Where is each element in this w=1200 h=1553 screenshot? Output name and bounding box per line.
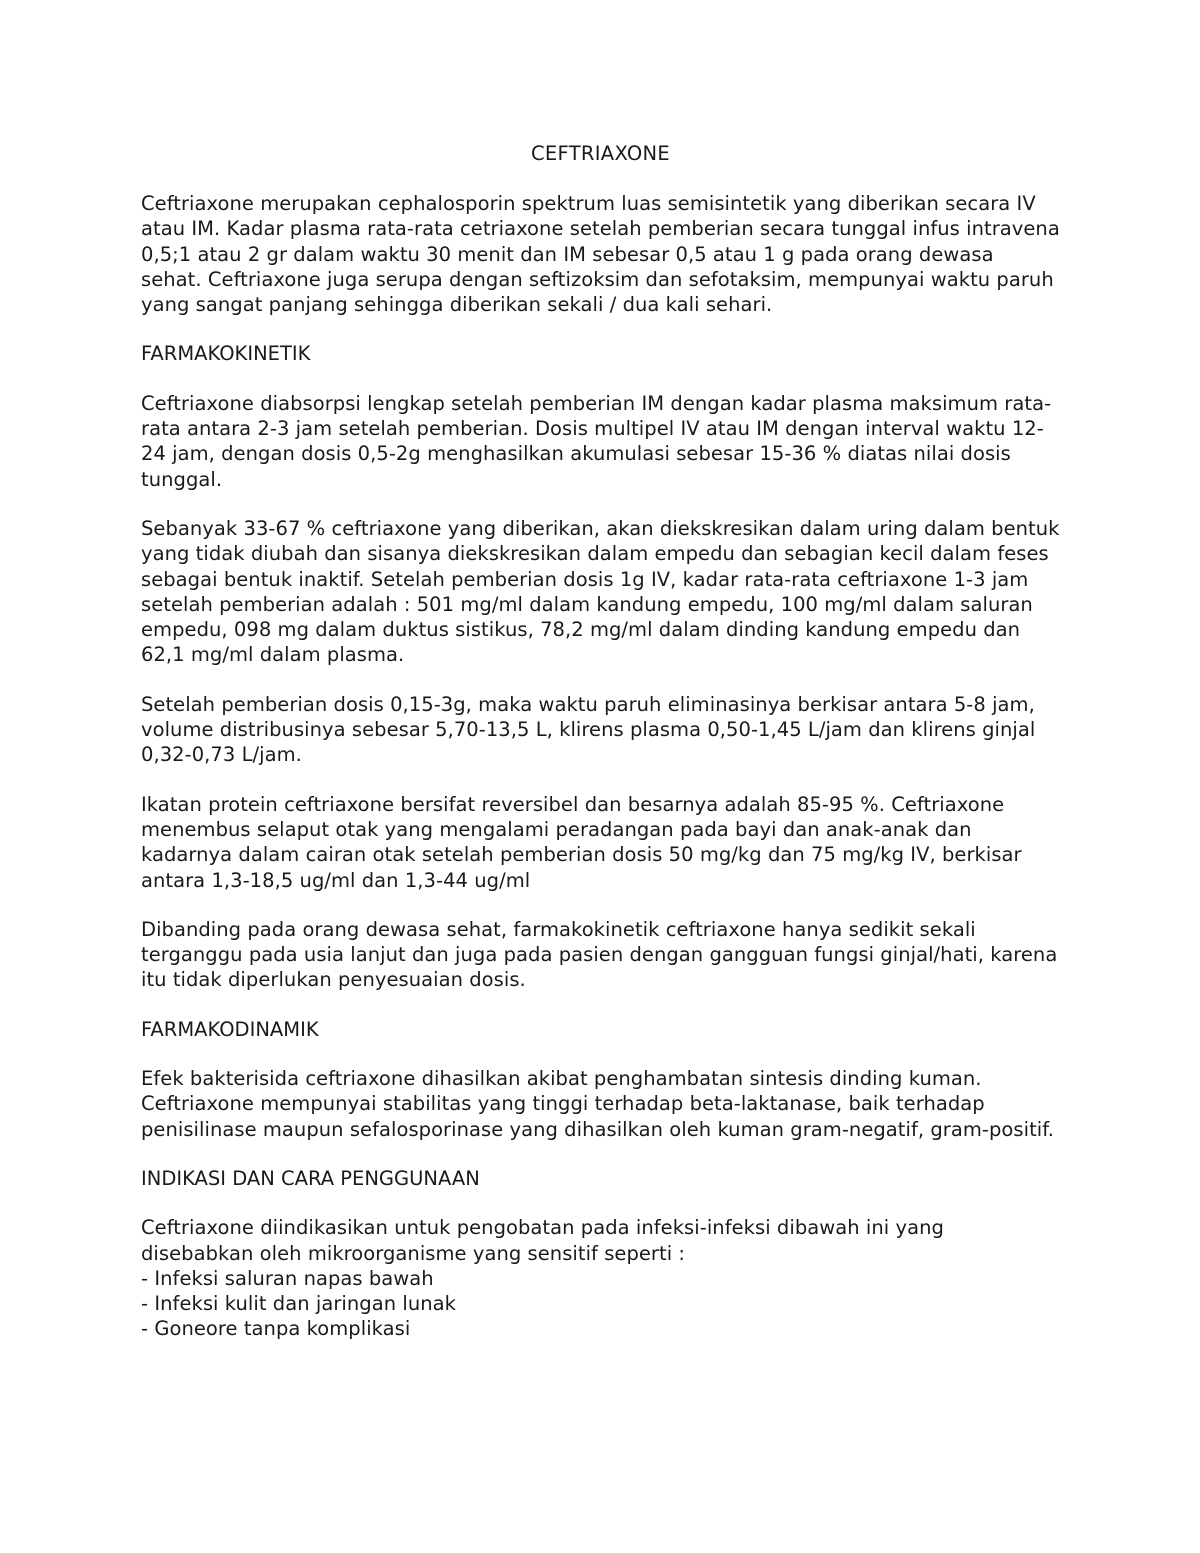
farmakokinetik-paragraph-4: Ikatan protein ceftriaxone bersifat reversibel dan besarnya adalah 85-95 %. Ceftriaxone menembus selaput otak yang mengalami peradangan pada bayi dan anak-anak dan kadarnya dalam cairan otak setelah pemberian dosis 50 mg/kg dan 75 mg/kg IV, berkisar antara 1,3-18,5 ug/ml dan 1,3-44 ug/ml	[141, 792, 1022, 892]
section-heading-farmakokinetik: FARMAKOKINETIK	[141, 342, 311, 366]
farmakokinetik-paragraph-5: Dibanding pada orang dewasa sehat, farmakokinetik ceftriaxone hanya sedikit sekali terganggu pada usia lanjut dan juga pada pasien dengan gangguan fungsi ginjal/hati, karena itu tidak diperlukan penyesuaian dosis.	[141, 917, 1058, 992]
indikasi-paragraph	[141, 1215, 1060, 1341]
farmakodinamik-paragraph-1: Efek bakterisida ceftriaxone dihasilkan akibat penghambatan sintesis dinding kuman. Ceftriaxone mempunyai stabilitas yang tinggi terhadap beta-laktanase, baik terhadap penisilinase maupun sefalosporinase yang dihasilkan oleh kuman gram-negatif, gram-positif.	[141, 1067, 1055, 1141]
list-item: - Infeksi saluran napas bawah	[141, 1266, 434, 1290]
list-item: - Infeksi kulit dan jaringan lunak	[141, 1292, 457, 1316]
list-item: - Goneore tanpa komplikasi	[141, 1317, 411, 1341]
indikasi-intro: Ceftriaxone diindikasikan untuk pengobatan pada infeksi-infeksi dibawah ini yang disebabkan oleh mikroorganisme yang sensitif seperti :	[141, 1216, 944, 1265]
section-heading-indikasi: INDIKASI DAN CARA PENGGUNAAN	[141, 1166, 480, 1190]
document-title: CEFTRIAXONE	[530, 142, 671, 165]
farmakokinetik-paragraph-3: Setelah pemberian dosis 0,15-3g, maka waktu paruh eliminasinya berkisar antara 5-8 jam, volume distribusinya sebesar 5,70-13,5 L, klirens plasma 0,50-1,45 L/jam dan klirens ginjal 0,32-0,73 L/jam.	[141, 692, 1036, 767]
section-heading-farmakodinamik: FARMAKODINAMIK	[141, 1017, 319, 1041]
farmakokinetik-paragraph-2: Sebanyak 33-67 % ceftriaxone yang diberikan, akan diekskresikan dalam uring dalam bentuk yang tidak diubah dan sisanya diekskresikan dalam empedu dan sebagian kecil dalam feses sebagai bentuk inaktif. Setelah pemberian dosis 1g IV, kadar rata-rata ceftriaxone 1-3 jam setelah pemberian adalah : 501 mg/ml dalam kandung empedu, 100 mg/ml dalam saluran empedu, 098 mg dalam duktus sistikus, 78,2 mg/ml dalam dinding kandung empedu dan 62,1 mg/ml dalam plasma.	[141, 516, 1060, 667]
intro-paragraph: Ceftriaxone merupakan cephalosporin spektrum luas semisintetik yang diberikan secara IV atau IM. Kadar plasma rata-rata cetriaxone setelah pemberian secara tunggal infus intravena 0,5;1 atau 2 gr dalam waktu 30 menit dan IM sebesar 0,5 atau 1 g pada orang dewasa sehat. Ceftriaxone juga serupa dengan seftizoksim dan sefotaksim, mempunyai waktu paruh yang sangat panjang sehingga diberikan sekali / dua kali sehari.	[141, 192, 1060, 317]
farmakokinetik-paragraph-1: Ceftriaxone diabsorpsi lengkap setelah pemberian IM dengan kadar plasma maksimum rata-rata antara 2-3 jam setelah pemberian. Dosis multipel IV atau IM dengan interval waktu 12-24 jam, dengan dosis 0,5-2g menghasilkan akumulasi sebesar 15-36 % diatas nilai dosis tunggal.	[141, 391, 1052, 491]
